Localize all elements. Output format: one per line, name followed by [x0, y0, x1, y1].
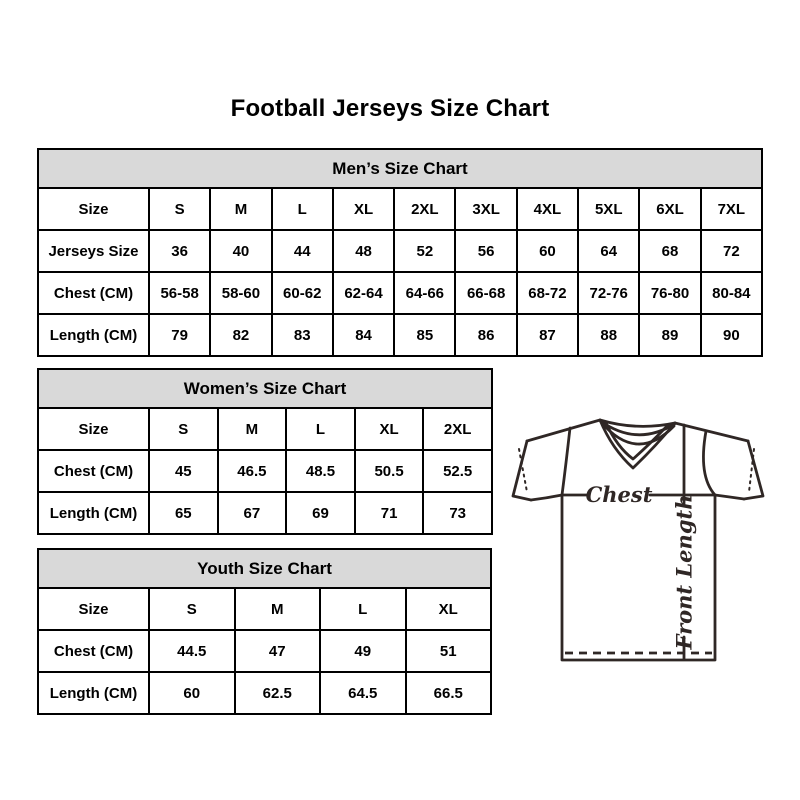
table-cell: 60 — [517, 230, 578, 272]
table-cell: 50.5 — [355, 450, 424, 492]
table-cell: 89 — [639, 314, 700, 356]
youth-row — [38, 630, 491, 672]
table-cell: 66-68 — [455, 272, 516, 314]
row-header: Chest (CM) — [38, 272, 149, 314]
corner-header: Size — [38, 188, 149, 230]
table-cell: 83 — [272, 314, 333, 356]
table-cell: 65 — [149, 492, 218, 534]
column-header: L — [272, 188, 333, 230]
corner-header: Size — [38, 408, 149, 450]
page-title: Football Jerseys Size Chart — [230, 95, 550, 122]
column-header: S — [149, 188, 210, 230]
column-header: M — [218, 408, 287, 450]
front-length-label: Front Length — [671, 494, 697, 650]
table-cell: 66.5 — [406, 672, 492, 714]
column-header: 2XL — [394, 188, 455, 230]
row-header: Length (CM) — [38, 672, 149, 714]
row-header: Chest (CM) — [38, 450, 149, 492]
table-cell: 64.5 — [320, 672, 406, 714]
column-header: 5XL — [578, 188, 639, 230]
column-header: 3XL — [455, 188, 516, 230]
womens-row — [38, 450, 492, 492]
table-cell: 68-72 — [517, 272, 578, 314]
right-underarm-seam — [715, 495, 744, 499]
column-header: L — [286, 408, 355, 450]
row-header: Length (CM) — [38, 492, 149, 534]
jersey-illustration-icon — [505, 402, 773, 670]
mens-row — [38, 188, 762, 230]
chest-label: Chest — [585, 482, 653, 507]
column-header: 6XL — [639, 188, 700, 230]
table-cell: 68 — [639, 230, 700, 272]
table-cell: 73 — [423, 492, 492, 534]
table-cell: 48 — [333, 230, 394, 272]
table-cell: 72-76 — [578, 272, 639, 314]
table-cell: 71 — [355, 492, 424, 534]
youth-table-header: Youth Size Chart — [38, 549, 491, 588]
table-cell: 48.5 — [286, 450, 355, 492]
youth-row — [38, 588, 491, 630]
column-header: 4XL — [517, 188, 578, 230]
column-header: M — [235, 588, 321, 630]
column-header: S — [149, 588, 235, 630]
table-cell: 76-80 — [639, 272, 700, 314]
table-cell: 85 — [394, 314, 455, 356]
table-cell: 90 — [701, 314, 762, 356]
mens-row — [38, 272, 762, 314]
collar-top-curve — [600, 420, 675, 426]
column-header: XL — [355, 408, 424, 450]
table-cell: 82 — [210, 314, 271, 356]
table-cell: 86 — [455, 314, 516, 356]
table-cell: 60-62 — [272, 272, 333, 314]
table-cell: 44 — [272, 230, 333, 272]
left-shoulder-line — [527, 420, 600, 441]
table-cell: 62.5 — [235, 672, 321, 714]
table-cell: 69 — [286, 492, 355, 534]
table-cell: 46.5 — [218, 450, 287, 492]
mens-size-table — [37, 148, 763, 357]
table-cell: 72 — [701, 230, 762, 272]
table-cell: 80-84 — [701, 272, 762, 314]
column-header: 2XL — [423, 408, 492, 450]
womens-row — [38, 492, 492, 534]
table-cell: 52 — [394, 230, 455, 272]
left-sleeve-outline — [513, 441, 531, 500]
row-header: Length (CM) — [38, 314, 149, 356]
table-cell: 47 — [235, 630, 321, 672]
table-cell: 56 — [455, 230, 516, 272]
column-header: L — [320, 588, 406, 630]
column-header: S — [149, 408, 218, 450]
corner-header: Size — [38, 588, 149, 630]
table-cell: 79 — [149, 314, 210, 356]
row-header: Jerseys Size — [38, 230, 149, 272]
left-underarm-seam — [531, 495, 562, 500]
table-cell: 51 — [406, 630, 492, 672]
table-cell: 36 — [149, 230, 210, 272]
jersey-measurement-diagram — [505, 402, 773, 670]
womens-size-table — [37, 368, 493, 535]
table-cell: 62-64 — [333, 272, 394, 314]
table-cell: 52.5 — [423, 450, 492, 492]
mens-row — [38, 230, 762, 272]
table-cell: 64 — [578, 230, 639, 272]
column-header: 7XL — [701, 188, 762, 230]
table-cell: 56-58 — [149, 272, 210, 314]
table-cell: 44.5 — [149, 630, 235, 672]
table-cell: 58-60 — [210, 272, 271, 314]
table-cell: 64-66 — [394, 272, 455, 314]
table-cell: 67 — [218, 492, 287, 534]
youth-size-table — [37, 548, 492, 715]
youth-row — [38, 672, 491, 714]
table-cell: 88 — [578, 314, 639, 356]
right-armhole-seam — [703, 431, 715, 495]
left-armhole-seam — [562, 428, 570, 495]
table-cell: 84 — [333, 314, 394, 356]
table-cell: 87 — [517, 314, 578, 356]
womens-table-header: Women’s Size Chart — [38, 369, 492, 408]
right-shoulder-line — [675, 423, 748, 441]
column-header: XL — [406, 588, 492, 630]
mens-row — [38, 314, 762, 356]
table-cell: 45 — [149, 450, 218, 492]
column-header: M — [210, 188, 271, 230]
row-header: Chest (CM) — [38, 630, 149, 672]
table-cell: 60 — [149, 672, 235, 714]
table-cell: 49 — [320, 630, 406, 672]
mens-table-header: Men’s Size Chart — [38, 149, 762, 188]
table-cell: 40 — [210, 230, 271, 272]
column-header: XL — [333, 188, 394, 230]
womens-row — [38, 408, 492, 450]
